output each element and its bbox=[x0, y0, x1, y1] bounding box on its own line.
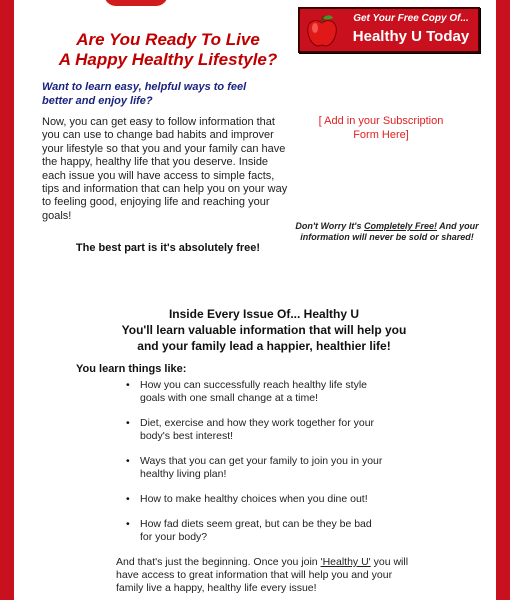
disclaimer-emphasis: Completely Free! bbox=[363, 221, 437, 231]
apple-image bbox=[104, 0, 168, 6]
closing-paragraph bbox=[116, 556, 416, 595]
subscription-form-placeholder: [ Add in your Subscription Form Here] bbox=[318, 115, 444, 141]
list-item: • Diet, exercise and how they work together for your body's best interest! bbox=[124, 417, 384, 443]
section-heading-line-2: You'll learn valuable information that will help you bbox=[121, 323, 407, 337]
list-item: • How to make healthy choices when you dine out! bbox=[124, 493, 384, 506]
list-item: • How you can successfully reach healthy life style goals with one small change at a time! bbox=[124, 379, 384, 405]
benefits-list bbox=[124, 379, 384, 556]
free-copy-banner[interactable] bbox=[298, 7, 480, 53]
learn-label: You learn things like: bbox=[76, 363, 187, 375]
free-callout: The best part is it's absolutely free! bbox=[75, 242, 261, 254]
closing-text-end: you will have access to great information that will help you and your family live a happy, healthy life every issue! bbox=[116, 556, 409, 594]
headline-line-2: A Happy Healthy Lifestyle? bbox=[58, 50, 278, 69]
closing-text: And that's just the beginning. Once you join bbox=[116, 556, 321, 568]
apple-icon bbox=[305, 13, 339, 49]
subheading: Want to learn easy, helpful ways to feel better and enjoy life? bbox=[42, 81, 247, 107]
list-item: • Ways that you can get your family to join you in your healthy living plan! bbox=[124, 455, 384, 481]
sales-page bbox=[14, 0, 496, 600]
banner-line-2: Healthy U Today bbox=[352, 28, 470, 45]
section-heading bbox=[74, 306, 454, 354]
banner-line-1: Get Your Free Copy Of... bbox=[353, 13, 469, 24]
privacy-disclaimer bbox=[284, 221, 490, 243]
section-heading-line-3: and your family lead a happier, healthier life! bbox=[137, 339, 391, 353]
intro-paragraph: Now, you can get easy to follow information that you can use to change bad habits and improver your lifestyle so that you and your family can have the happy, healthy life that you deserve. Inside each issue you will have access to simple facts, tips and information that can help you on your way to feeling good, enjoying life and reaching your goals! bbox=[42, 116, 288, 222]
section-heading-line-1: Inside Every Issue Of... Healthy U bbox=[168, 307, 360, 321]
headline-line-1: Are You Ready To Live bbox=[76, 30, 260, 49]
page-headline bbox=[34, 30, 302, 70]
disclaimer-text: Don't Worry It's bbox=[295, 221, 364, 231]
list-item: • How fad diets seem great, but can be they be bad for your body? bbox=[124, 518, 384, 544]
healthy-u-link[interactable]: 'Healthy U' bbox=[320, 556, 371, 568]
disclaimer-text-end: And your information will never be sold or shared! bbox=[300, 221, 479, 242]
